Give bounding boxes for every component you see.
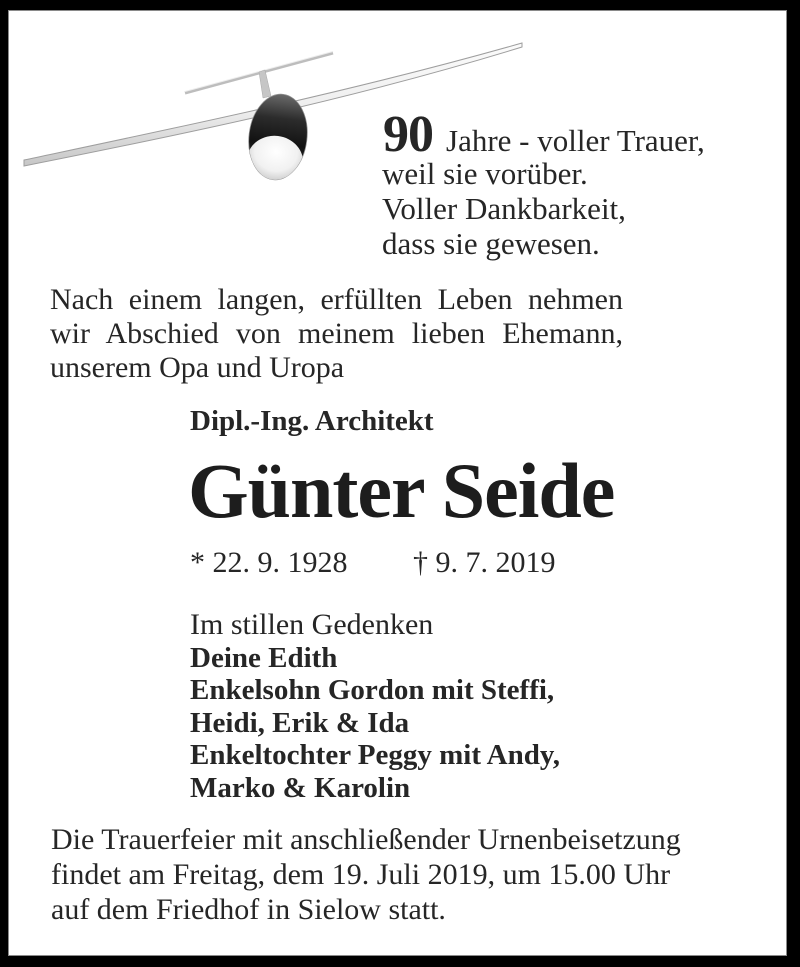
death-date: † 9. 7. 2019	[413, 546, 556, 579]
mourner-line-4: Enkeltochter Peggy mit Andy,	[190, 739, 561, 771]
mourning-block	[190, 609, 560, 804]
intro-line-2: wir Abschied von meinem lieben Ehemann,	[50, 317, 623, 350]
mourner-line-2: Enkelsohn Gordon mit Steffi,	[190, 674, 555, 706]
intro-paragraph	[50, 283, 623, 385]
glider-fin	[259, 70, 271, 98]
mourning-intro: Im stillen Gedenken	[190, 608, 434, 641]
funeral-line-2: findet am Freitag, dem 19. Juli 2019, um 15.00 Uhr	[51, 858, 671, 891]
funeral-line-3: auf dem Friedhof in Sielow statt.	[51, 893, 446, 926]
mourner-line-5: Marko & Karolin	[190, 771, 411, 804]
intro-line-1: Nach einem langen, erfüllten Leben nehmen	[50, 283, 623, 316]
poem-line-2: weil sie vorüber.	[382, 156, 588, 191]
funeral-line-1: Die Trauerfeier mit anschließender Urnenbeisetzung	[51, 823, 681, 856]
birth-date: * 22. 9. 1928	[190, 546, 348, 579]
deceased-name: Günter Seide	[188, 447, 615, 534]
mourner-line-1: Deine Edith	[190, 641, 338, 674]
profession-title: Dipl.-Ing. Architekt	[190, 405, 434, 437]
intro-line-3: unserem Opa und Uropa	[50, 351, 345, 384]
mourner-line-3: Heidi, Erik & Ida	[190, 706, 410, 739]
poem-line-3: Voller Dankbarkeit,	[382, 191, 626, 226]
poem-lines	[382, 156, 626, 261]
age-number: 90	[383, 106, 433, 163]
funeral-info	[51, 822, 681, 927]
poem-line-1-text: Jahre - voller Trauer,	[446, 123, 705, 158]
poem-line-4: dass sie gewesen.	[382, 226, 600, 261]
